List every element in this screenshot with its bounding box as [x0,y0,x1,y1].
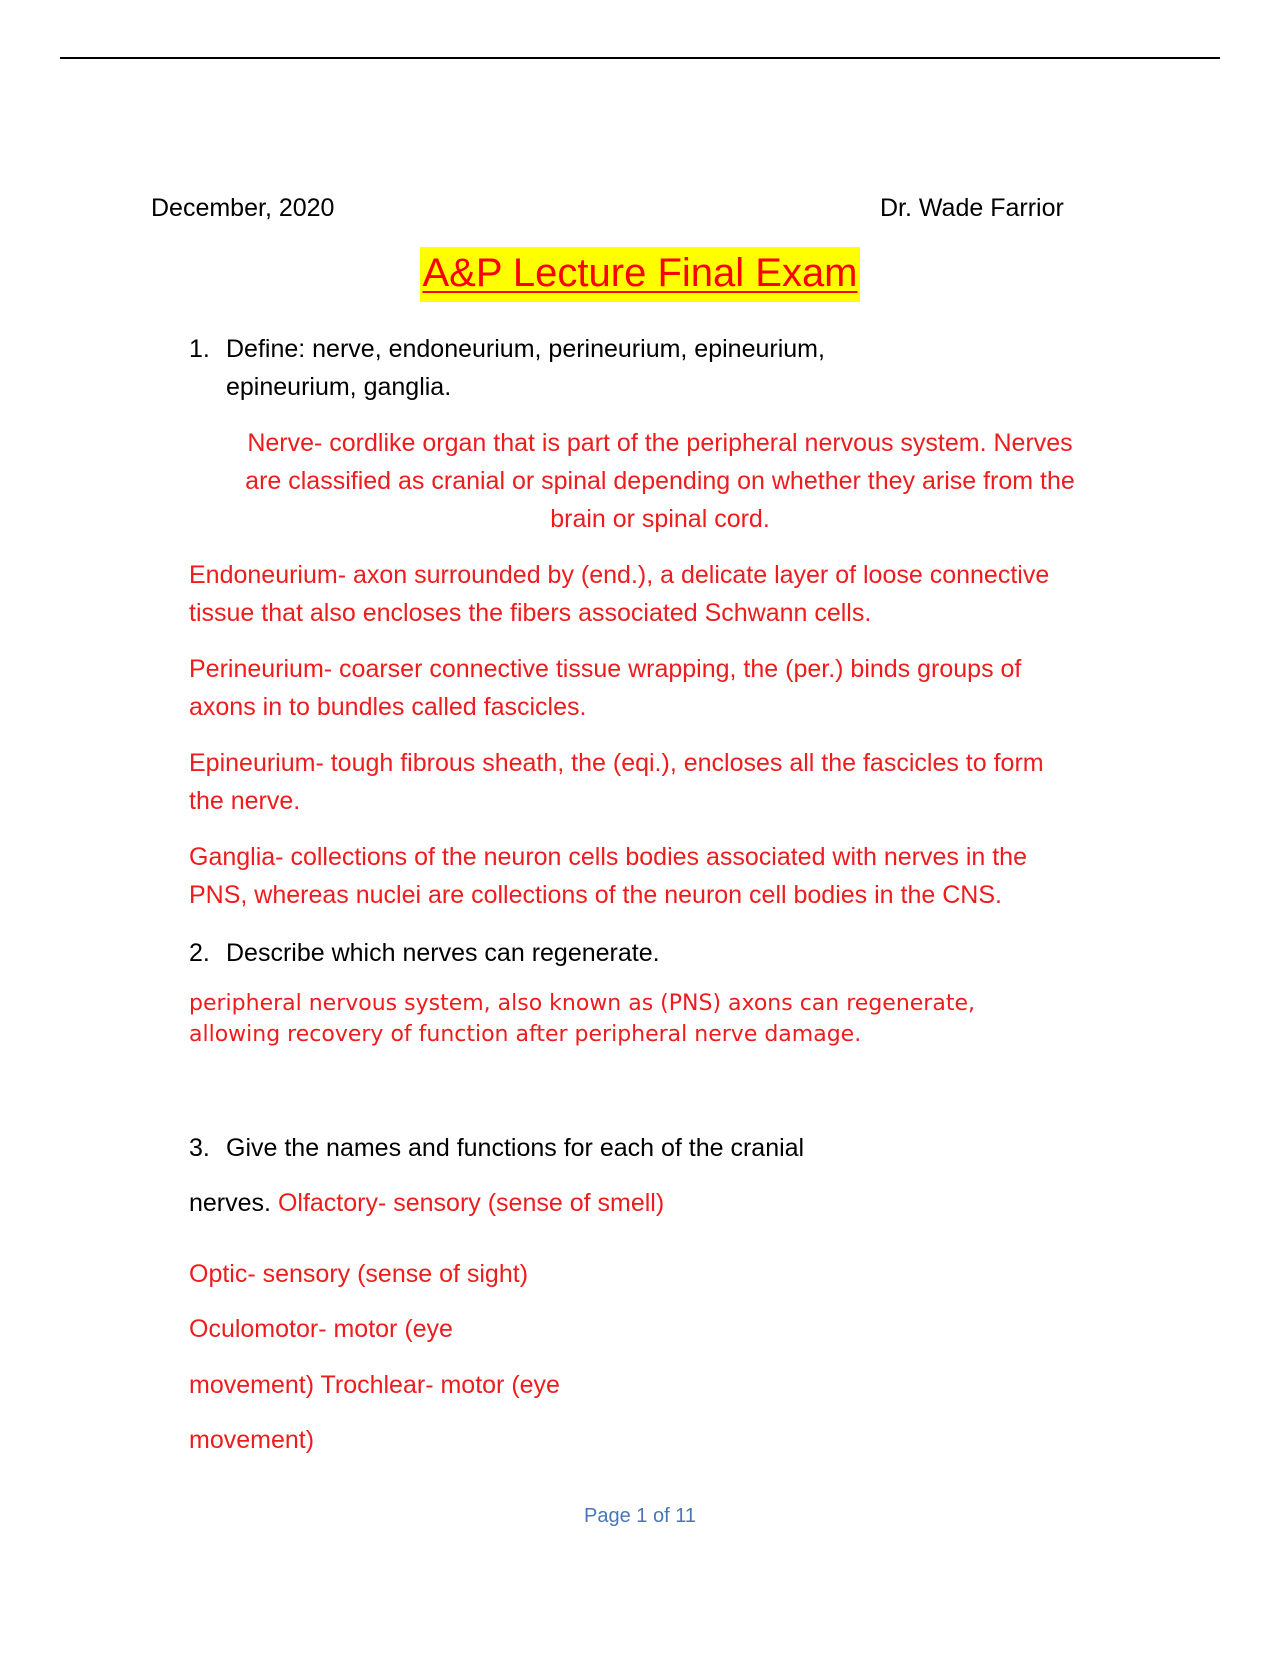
answer-regenerate [189,988,1149,1050]
answer-ganglia-line: PNS, whereas nuclei are collections of the neuron cell bodies in the CNS. [189,881,1002,909]
answer-nerve [200,424,1120,538]
answer-oculomotor: Oculomotor- motor (eye [189,1315,453,1343]
header-rule [60,57,1220,59]
answer-endoneurium-line: tissue that also encloses the fibers associated Schwann cells. [189,599,872,627]
answer-nerve-line: are classified as cranial or spinal depending on whether they arise from the [245,467,1075,495]
q1-line1: Define: nerve, endoneurium, perineurium, epineurium, [226,335,825,363]
answer-epineurium-line: the nerve. [189,787,301,815]
answer-ganglia-line: Ganglia- collections of the neuron cells bodies associated with nerves in the [189,843,1027,871]
header-date: December, 2020 [151,194,335,222]
q2-number: 2. [189,939,210,967]
title-container [0,247,1280,302]
answer-endoneurium [189,556,1129,632]
answer-trochlear: movement) Trochlear- motor (eye [189,1371,560,1399]
page-title: A&P Lecture Final Exam [420,247,859,302]
answer-perineurium-line: axons in to bundles called fascicles. [189,693,587,721]
answer-optic: Optic- sensory (sense of sight) [189,1260,529,1288]
answer-epineurium [189,744,1129,820]
answer-trochlear-cont: movement) [189,1426,315,1454]
answer-regenerate-line: allowing recovery of function after peripheral nerve damage. [189,1022,862,1047]
answer-regenerate-line: peripheral nervous system, also known as (PNS) axons can regenerate, [189,991,975,1016]
answer-epineurium-line: Epineurium- tough fibrous sheath, the (eqi.), encloses all the fascicles to form [189,749,1044,777]
q3-continuation [189,1184,664,1222]
answer-nerve-line: Nerve- cordlike organ that is part of the peripheral nervous system. Nerves [247,429,1073,457]
q3-cont-text: nerves. [189,1189,271,1217]
q3-number: 3. [189,1134,210,1162]
q1-number: 1. [189,335,210,363]
q2-text: Describe which nerves can regenerate. [226,939,660,967]
q3-text: Give the names and functions for each of the cranial [226,1134,805,1162]
q1-line2: epineurium, ganglia. [226,373,452,401]
header-author: Dr. Wade Farrior [880,194,1064,222]
answer-perineurium [189,650,1129,726]
answer-olfactory: Olfactory- sensory (sense of smell) [277,1189,665,1217]
page-number: Page 1 of 11 [584,1505,696,1527]
answer-endoneurium-line: Endoneurium- axon surrounded by (end.), a delicate layer of loose connective [189,561,1050,589]
answer-ganglia [189,838,1129,914]
answer-nerve-line: brain or spinal cord. [550,505,770,533]
answer-perineurium-line: Perineurium- coarser connective tissue wrapping, the (per.) binds groups of [189,655,1022,683]
